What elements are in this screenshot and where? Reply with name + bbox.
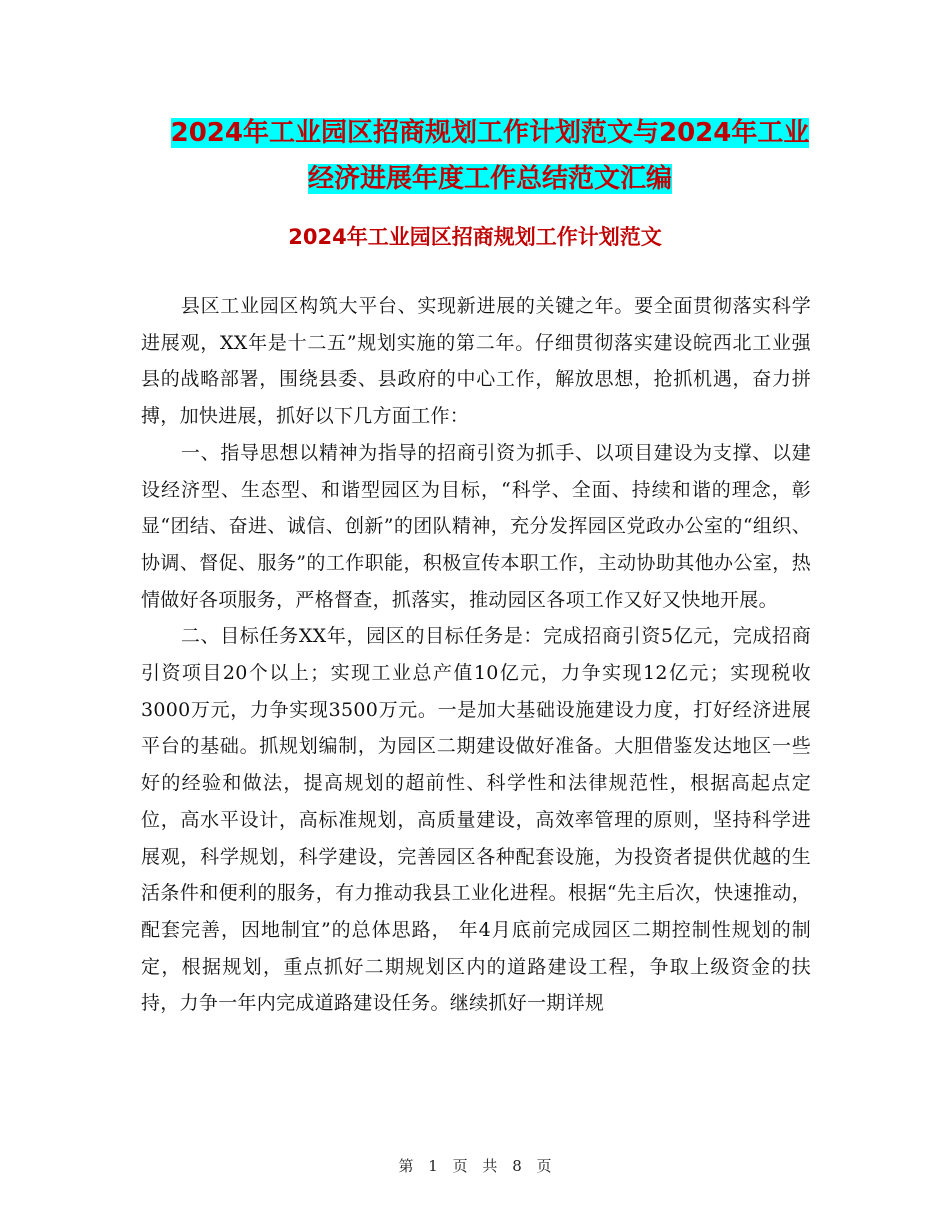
document-title bbox=[140, 110, 840, 202]
footer-total-pages: 8 bbox=[512, 1157, 522, 1175]
title-line-2: 经济进展年度工作总结范文汇编 bbox=[307, 164, 672, 194]
title-line-1: 2024年工业园区招商规划工作计划范文与2024年工业 bbox=[170, 118, 810, 148]
paragraph-guiding-thought: 一、指导思想以精神为指导的招商引资为抓手、以项目建设为支撑、以建设经济型、生态型、和谐型园区为目标，“科学、全面、持续和谐的理念，彰显“团结、奋进、诚信、创新”的团队精神，充分发挥园区党政办公室的“组织、协调、督促、服务”的工作职能，积极宣传本职工作，主动协助其他办公室，热情做好各项服务，严格督查，抓落实，推动园区各项工作又好又快地开展。 bbox=[141, 441, 811, 611]
footer-prefix: 第 bbox=[398, 1157, 414, 1175]
paragraph-intro: 县区工业园区构筑大平台、实现新进展的关键之年。要全面贯彻落实科学进展观，XX年是十二五”规划实施的第二年。仔细贯彻落实建设皖西北工业强县的战略部署，围绕县委、县政府的中心工作，解放思想，抢抓机遇，奋力拼搏，加快进展，抓好以下几方面工作： bbox=[141, 295, 811, 428]
footer-suffix: 页 bbox=[536, 1157, 552, 1175]
footer-page-number: 1 bbox=[428, 1157, 438, 1175]
document-body bbox=[141, 288, 811, 1022]
page-footer bbox=[0, 1155, 950, 1176]
footer-total-word: 共 bbox=[482, 1157, 498, 1175]
footer-page-word: 页 bbox=[452, 1157, 468, 1175]
section-title: 2024年工业园区招商规划工作计划范文 bbox=[288, 225, 662, 249]
paragraph-targets: 二、目标任务XX年，园区的目标任务是：完成招商引资5亿元，完成招商引资项目20个以上；实现工业总产值10亿元，力争实现12亿元；实现税收3000万元，力争实现3500万元。一是加大基础设施建设力度，打好经济进展平台的基础。抓规划编制，为园区二期建设做好准备。大胆借鉴发达地区一些好的经验和做法，提高规划的超前性、科学性和法律规范性，根据高起点定位，高水平设计，高标准规划，高质量建设，高效率管理的原则，坚持科学进展观，科学规划，科学建设，完善园区各种配套设施，为投资者提供优越的生活条件和便利的服务，有力推动我县工业化进程。根据“先主后次，快速推动，配套完善，因地制宜”的总体思路， 年4月底前完成园区二期控制性规划的制定，根据规划，重点抓好二期规划区内的道路建设工程，争取上级资金的扶持，力争一年内完成道路建设任务。继续抓好一期详规 bbox=[141, 625, 811, 1015]
